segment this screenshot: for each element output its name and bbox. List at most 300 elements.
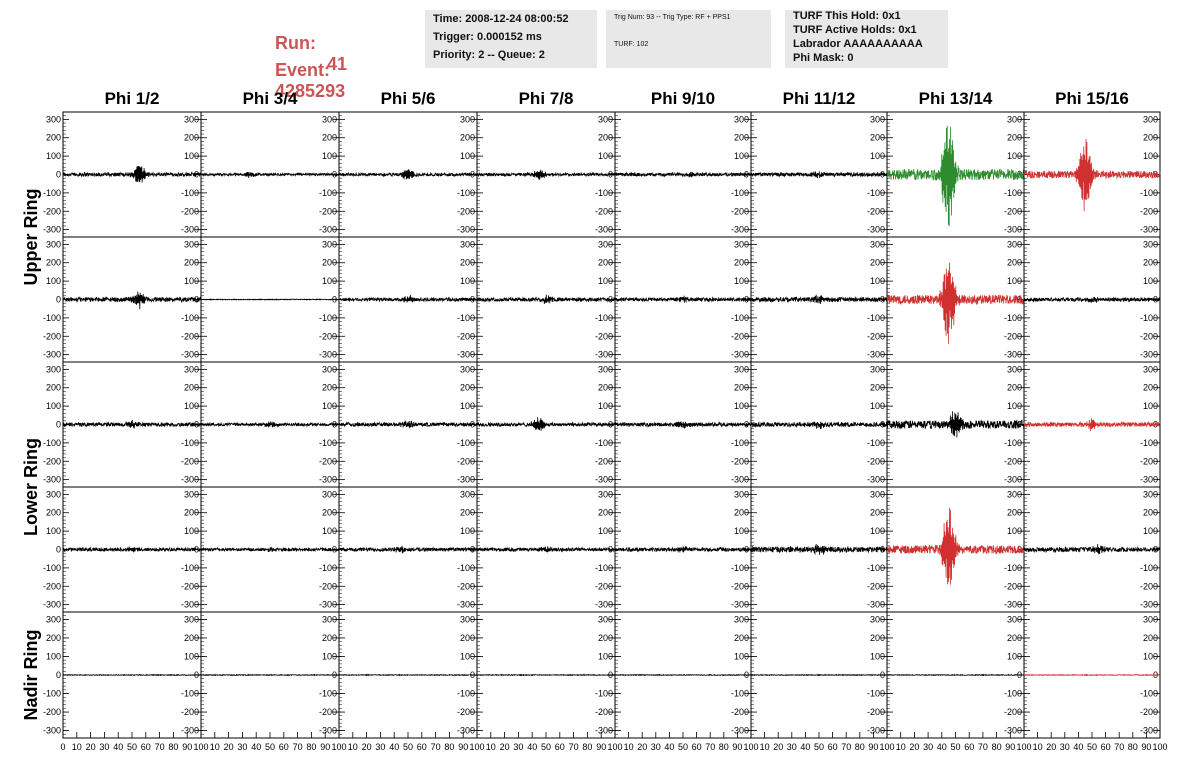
waveform-series (751, 419, 887, 430)
y-tick-label: 0 (743, 670, 749, 680)
y-tick-label: -200 (318, 581, 337, 592)
y-tick-label: 200 (733, 507, 749, 518)
y-tick-label: -200 (1003, 581, 1022, 592)
y-tick-label: 300 (45, 364, 61, 375)
y-tick-label: 0 (879, 169, 885, 180)
y-tick-label: 100 (321, 276, 337, 287)
y-tick-label: -300 (866, 725, 885, 736)
y-tick-label: -200 (456, 456, 475, 467)
x-tick-label: 50 (950, 742, 961, 752)
y-tick-label: -100 (1003, 562, 1022, 573)
y-tick-label: 100 (733, 401, 749, 412)
y-tick-label: 200 (597, 257, 613, 268)
x-tick-label: 50 (264, 742, 276, 752)
x-tick-label: 70 (841, 742, 852, 752)
y-tick-label: 200 (869, 132, 885, 143)
y-tick-label: -300 (1139, 725, 1158, 736)
y-tick-label: 0 (331, 169, 337, 180)
waveform-series (477, 295, 615, 304)
waveform-series (63, 166, 201, 182)
y-tick-label: 100 (1006, 651, 1022, 662)
y-tick-label: 0 (879, 294, 885, 305)
waveform-series (615, 546, 751, 552)
waveform-series (615, 169, 751, 180)
y-tick-label: 200 (1142, 132, 1158, 143)
x-tick-label: 10 (759, 742, 770, 752)
x-tick-label: 40 (664, 742, 675, 752)
y-tick-label: 0 (1016, 670, 1022, 680)
x-tick-label: 80 (306, 742, 317, 752)
y-tick-label: -200 (866, 707, 885, 718)
y-tick-label: 0 (879, 544, 885, 555)
y-tick-label: -200 (730, 581, 749, 592)
y-tick-label: -200 (456, 331, 475, 342)
y-tick-label: 100 (45, 151, 61, 162)
y-tick-label: 200 (321, 507, 337, 518)
trigger-info-box (606, 10, 771, 68)
y-tick-label: -200 (180, 206, 199, 217)
row-label: Lower Ring (21, 438, 41, 536)
y-tick-label: 100 (1142, 526, 1158, 537)
y-tick-label: -300 (730, 349, 749, 360)
x-tick-label: 100 (193, 742, 209, 752)
x-tick-label: 80 (991, 742, 1002, 752)
y-tick-label: 0 (607, 544, 613, 555)
y-tick-label: -300 (1139, 224, 1158, 235)
x-tick-label: 10 (347, 742, 358, 752)
y-tick-label: -200 (1139, 206, 1158, 217)
waveform-series (201, 299, 339, 300)
x-tick-label: 40 (1073, 742, 1084, 752)
y-tick-label: 200 (1142, 257, 1158, 268)
y-tick-label: 0 (331, 294, 337, 305)
y-tick-label: -300 (866, 349, 885, 360)
y-tick-label: 200 (597, 507, 613, 518)
waveform-series (477, 544, 615, 555)
y-tick-label: -200 (180, 581, 199, 592)
y-tick-label: -200 (1139, 707, 1158, 718)
y-tick-label: 0 (1152, 670, 1158, 680)
time-text: Time: 2008-12-24 08:00:52 (433, 13, 569, 25)
y-tick-label: -300 (730, 725, 749, 736)
waveform-series (339, 169, 477, 179)
y-tick-label: 0 (1016, 294, 1022, 305)
y-tick-label: -200 (594, 707, 613, 718)
y-tick-label: 300 (183, 364, 199, 375)
y-tick-label: 100 (597, 401, 613, 412)
y-tick-label: -100 (1139, 312, 1158, 323)
y-tick-label: 100 (321, 526, 337, 537)
y-tick-label: 0 (743, 419, 749, 430)
column-header: Phi 9/10 (650, 89, 716, 108)
y-tick-label: -100 (456, 688, 475, 699)
x-tick-label: 0 (60, 742, 66, 752)
turf-text: TURF: 102 (614, 41, 649, 48)
y-tick-label: 200 (459, 632, 475, 643)
y-tick-label: -300 (594, 224, 613, 235)
y-tick-label: 100 (1006, 401, 1022, 412)
y-tick-label: 100 (869, 401, 885, 412)
y-tick-label: -200 (1003, 331, 1022, 342)
y-tick-label: 200 (459, 257, 475, 268)
y-tick-label: 300 (733, 114, 749, 125)
y-tick-label: 100 (733, 151, 749, 162)
y-tick-label: 0 (193, 670, 199, 680)
y-tick-label: -300 (594, 349, 613, 360)
x-tick-label: 30 (923, 742, 934, 752)
y-tick-label: 200 (597, 632, 613, 643)
x-tick-label: 60 (140, 742, 151, 752)
y-tick-label: 200 (459, 132, 475, 143)
y-tick-label: 100 (321, 151, 337, 162)
y-tick-label: -300 (180, 725, 199, 736)
y-tick-label: 0 (1016, 544, 1022, 555)
y-tick-label: -300 (866, 599, 885, 610)
y-tick-label: 200 (869, 382, 885, 393)
y-tick-label: 0 (879, 419, 885, 430)
y-tick-label: 0 (1152, 294, 1158, 305)
y-tick-label: -100 (180, 437, 199, 448)
waveform-series (751, 544, 887, 555)
waveform-series (201, 547, 339, 552)
y-tick-label: -200 (730, 456, 749, 467)
trig-num-text: Trig Num: 93 -- Trig Type: RF + PPS1 (614, 14, 731, 21)
x-tick-label: 20 (85, 742, 96, 752)
waveform-series (751, 295, 887, 304)
event-value: 4285293 (275, 81, 346, 101)
y-tick-label: -100 (866, 688, 885, 699)
y-tick-label: 0 (1016, 169, 1022, 180)
y-tick-label: -300 (318, 349, 337, 360)
y-tick-label: 300 (1142, 114, 1158, 125)
y-tick-label: -300 (456, 725, 475, 736)
y-tick-label: -200 (1003, 707, 1022, 718)
y-tick-label: 300 (869, 239, 885, 250)
y-tick-label: 300 (733, 239, 749, 250)
y-tick-label: 100 (321, 401, 337, 412)
x-tick-label: 60 (691, 742, 702, 752)
x-tick-label: 10 (485, 742, 496, 752)
y-tick-label: -300 (1003, 224, 1022, 235)
y-tick-label: -100 (1003, 312, 1022, 323)
y-tick-label: 100 (459, 401, 475, 412)
x-tick-label: 40 (527, 742, 538, 752)
y-tick-label: 0 (55, 419, 61, 430)
x-tick-label: 60 (827, 742, 838, 752)
y-tick-label: 0 (743, 294, 749, 305)
waveform-series (1024, 544, 1160, 554)
y-tick-label: 300 (1006, 489, 1022, 500)
y-tick-label: -200 (730, 206, 749, 217)
y-tick-label: -200 (594, 456, 613, 467)
y-tick-label: 0 (55, 544, 61, 555)
x-tick-label: 30 (237, 742, 248, 752)
x-tick-label: 90 (182, 742, 193, 752)
y-tick-label: 100 (597, 276, 613, 287)
x-tick-label: 90 (1141, 742, 1152, 752)
y-tick-label: -200 (730, 331, 749, 342)
y-tick-label: 200 (1006, 132, 1022, 143)
waveform-series (477, 417, 615, 431)
y-tick-label: 0 (55, 294, 61, 305)
y-tick-label: 200 (45, 632, 61, 643)
y-tick-label: -100 (180, 562, 199, 573)
x-tick-label: 80 (582, 742, 593, 752)
y-tick-label: 200 (45, 382, 61, 393)
y-tick-label: -300 (180, 599, 199, 610)
y-tick-label: -100 (456, 562, 475, 573)
x-tick-label: 40 (389, 742, 400, 752)
y-tick-label: -100 (42, 562, 61, 573)
y-tick-label: 0 (607, 670, 613, 680)
y-tick-label: -300 (180, 349, 199, 360)
x-tick-label: 90 (596, 742, 607, 752)
waveform-series (887, 675, 1024, 676)
waveform-series (63, 675, 201, 676)
waveform-series (339, 546, 477, 554)
x-tick-label: 10 (209, 742, 220, 752)
x-tick-label: 90 (1005, 742, 1016, 752)
y-tick-label: 300 (1006, 614, 1022, 625)
y-tick-label: 300 (733, 489, 749, 500)
waveform-series (887, 411, 1024, 437)
y-tick-label: -100 (866, 312, 885, 323)
y-tick-label: 300 (1142, 239, 1158, 250)
y-tick-label: 100 (459, 526, 475, 537)
x-tick-label: 70 (154, 742, 165, 752)
y-tick-label: -100 (730, 562, 749, 573)
x-tick-label: 50 (126, 742, 138, 752)
y-tick-label: -200 (730, 707, 749, 718)
y-tick-label: 100 (459, 151, 475, 162)
y-tick-label: 300 (459, 114, 475, 125)
y-tick-label: 0 (743, 169, 749, 180)
y-tick-label: -200 (594, 331, 613, 342)
y-tick-label: -300 (1139, 349, 1158, 360)
y-tick-label: -300 (42, 474, 61, 485)
x-tick-label: 60 (554, 742, 565, 752)
y-tick-label: -100 (456, 312, 475, 323)
y-tick-label: -300 (318, 224, 337, 235)
y-tick-label: 300 (597, 364, 613, 375)
y-tick-label: -100 (1139, 187, 1158, 198)
y-tick-label: 200 (869, 507, 885, 518)
y-tick-label: -100 (1003, 688, 1022, 699)
y-tick-label: -200 (866, 456, 885, 467)
y-tick-label: 100 (45, 401, 61, 412)
y-tick-label: -200 (1139, 456, 1158, 467)
y-tick-label: 100 (45, 276, 61, 287)
y-tick-label: 200 (321, 257, 337, 268)
y-tick-label: -200 (456, 707, 475, 718)
waveform-series (615, 421, 751, 428)
y-tick-label: 300 (733, 614, 749, 625)
y-tick-label: 300 (597, 114, 613, 125)
y-tick-label: 300 (459, 614, 475, 625)
x-tick-label: 20 (223, 742, 234, 752)
column-header: Phi 15/16 (1055, 89, 1129, 108)
x-tick-label: 80 (854, 742, 865, 752)
y-tick-label: -300 (1003, 474, 1022, 485)
y-tick-label: -300 (456, 599, 475, 610)
x-tick-label: 10 (895, 742, 906, 752)
x-tick-label: 70 (977, 742, 988, 752)
x-tick-label: 90 (458, 742, 469, 752)
y-tick-label: 300 (869, 364, 885, 375)
x-tick-label: 100 (1152, 742, 1168, 752)
y-tick-label: -300 (1003, 599, 1022, 610)
y-tick-label: 200 (183, 507, 199, 518)
y-tick-label: 0 (607, 169, 613, 180)
y-tick-label: -100 (318, 562, 337, 573)
y-tick-label: -300 (866, 224, 885, 235)
y-tick-label: -300 (456, 474, 475, 485)
y-tick-label: -300 (42, 725, 61, 736)
y-tick-label: 0 (469, 294, 475, 305)
x-tick-label: 60 (278, 742, 289, 752)
x-tick-label: 40 (251, 742, 262, 752)
y-tick-label: 200 (321, 382, 337, 393)
y-tick-label: -200 (42, 581, 61, 592)
y-tick-label: 0 (193, 544, 199, 555)
waveform-series (339, 295, 477, 303)
x-tick-label: 20 (499, 742, 510, 752)
y-tick-label: 300 (45, 614, 61, 625)
y-tick-label: 300 (183, 239, 199, 250)
y-tick-label: 0 (469, 419, 475, 430)
column-header: Phi 13/14 (918, 89, 993, 108)
y-tick-label: 300 (45, 114, 61, 125)
row-label: Nadir Ring (21, 629, 41, 721)
x-tick-label: 100 (607, 742, 623, 752)
waveform-series (477, 675, 615, 676)
y-tick-label: -300 (180, 224, 199, 235)
y-tick-label: 300 (459, 239, 475, 250)
y-tick-label: -100 (594, 688, 613, 699)
x-tick-label: 70 (568, 742, 579, 752)
y-tick-label: 300 (1142, 489, 1158, 500)
priority-text: Priority: 2 -- Queue: 2 (433, 49, 545, 61)
x-tick-label: 30 (1059, 742, 1070, 752)
x-tick-label: 70 (1114, 742, 1125, 752)
y-tick-label: 100 (183, 526, 199, 537)
y-tick-label: -300 (318, 599, 337, 610)
phi-mask-text: Phi Mask: 0 (793, 52, 854, 64)
y-tick-label: -300 (1003, 725, 1022, 736)
x-tick-label: 60 (416, 742, 427, 752)
y-tick-label: -300 (318, 474, 337, 485)
y-tick-label: 200 (183, 382, 199, 393)
y-tick-label: -100 (1003, 437, 1022, 448)
x-tick-label: 50 (1086, 742, 1098, 752)
y-tick-label: 0 (331, 544, 337, 555)
event-label: Event: (275, 60, 331, 80)
y-tick-label: -200 (42, 707, 61, 718)
y-tick-label: -200 (180, 331, 199, 342)
waveform-series (887, 508, 1024, 585)
y-tick-label: 100 (733, 651, 749, 662)
waveform-series (63, 292, 201, 310)
y-tick-label: -200 (456, 581, 475, 592)
y-tick-label: -100 (730, 187, 749, 198)
column-header: Phi 5/6 (380, 89, 436, 108)
y-tick-label: -100 (1139, 688, 1158, 699)
y-tick-label: 100 (869, 276, 885, 287)
column-header: Phi 3/4 (242, 89, 298, 108)
x-tick-label: 20 (637, 742, 648, 752)
y-tick-label: -100 (42, 312, 61, 323)
run-value: 41 (327, 54, 348, 74)
waveform-grid (0, 82, 1196, 772)
y-tick-label: 100 (321, 651, 337, 662)
x-tick-label: 90 (732, 742, 743, 752)
y-tick-label: 0 (743, 544, 749, 555)
y-tick-label: 300 (183, 114, 199, 125)
waveform-series (63, 544, 201, 555)
y-tick-label: 300 (597, 239, 613, 250)
y-tick-label: 300 (733, 364, 749, 375)
y-tick-label: 300 (183, 614, 199, 625)
x-tick-label: 60 (1100, 742, 1111, 752)
waveform-series (615, 296, 751, 303)
x-tick-label: 60 (964, 742, 975, 752)
waveform-series (339, 675, 477, 676)
y-tick-label: 100 (183, 151, 199, 162)
x-tick-label: 20 (1046, 742, 1057, 752)
y-tick-label: 300 (869, 114, 885, 125)
y-tick-label: 200 (45, 507, 61, 518)
x-tick-label: 80 (1127, 742, 1138, 752)
x-tick-label: 80 (168, 742, 179, 752)
y-tick-label: 0 (469, 169, 475, 180)
x-tick-label: 80 (718, 742, 729, 752)
y-tick-label: 100 (869, 526, 885, 537)
y-tick-label: -300 (456, 224, 475, 235)
x-tick-label: 50 (677, 742, 689, 752)
waveform-series (201, 675, 339, 676)
turf-active-text: TURF Active Holds: 0x1 (793, 24, 917, 36)
x-tick-label: 10 (71, 742, 82, 752)
y-tick-label: -100 (866, 187, 885, 198)
y-tick-label: -200 (42, 206, 61, 217)
waveform-series (201, 169, 339, 180)
column-header: Phi 1/2 (104, 89, 160, 108)
y-tick-label: 300 (321, 239, 337, 250)
x-tick-label: 90 (868, 742, 879, 752)
y-tick-label: -100 (456, 187, 475, 198)
y-tick-label: 200 (597, 132, 613, 143)
y-tick-label: 100 (1006, 151, 1022, 162)
x-tick-label: 30 (786, 742, 797, 752)
y-tick-label: -100 (456, 437, 475, 448)
y-tick-label: -100 (318, 312, 337, 323)
y-tick-label: 200 (733, 382, 749, 393)
y-tick-label: 300 (1142, 364, 1158, 375)
time-info-box (425, 10, 597, 68)
y-tick-label: 100 (733, 526, 749, 537)
y-tick-label: -200 (318, 456, 337, 467)
waveform-series (1024, 139, 1160, 211)
y-tick-label: 300 (183, 489, 199, 500)
y-tick-label: -300 (594, 474, 613, 485)
y-tick-label: -200 (180, 707, 199, 718)
y-tick-label: -200 (42, 456, 61, 467)
y-tick-label: 100 (459, 651, 475, 662)
labrador-text: Labrador AAAAAAAAAA (793, 38, 923, 50)
y-tick-label: 300 (869, 489, 885, 500)
y-tick-label: 200 (45, 257, 61, 268)
y-tick-label: -300 (180, 474, 199, 485)
